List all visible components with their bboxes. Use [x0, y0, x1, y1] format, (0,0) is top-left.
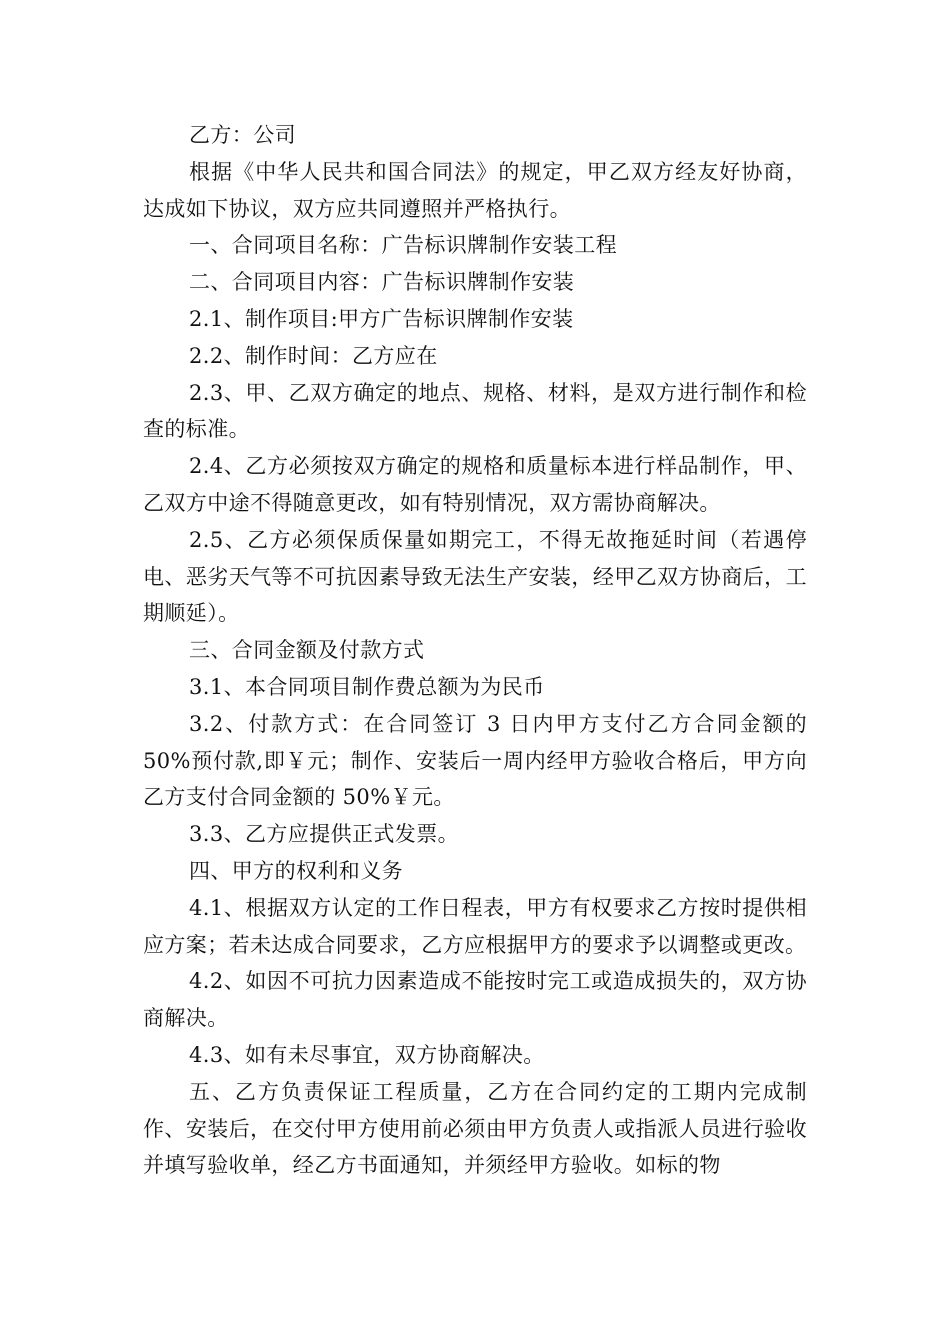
- clause-4-1: 4.1、根据双方认定的工作日程表，甲方有权要求乙方按时提供相应方案；若未达成合同要求，乙方应根据甲方的要求予以调整或更改。: [143, 895, 807, 957]
- party-b-line: 乙方：公司: [189, 123, 296, 147]
- clause-2-2: 2.2、制作时间：乙方应在: [189, 343, 438, 368]
- clause-2-4: 2.4、乙方必须按双方确定的规格和质量标本进行样品制作，甲、乙双方中途不得随意更改，如有特别情况，双方需协商解决。: [143, 454, 807, 515]
- preamble-paragraph: 根据《中华人民共和国合同法》的规定，甲乙双方经友好协商，达成如下协议，双方应共同遵照并严格执行。: [143, 159, 807, 221]
- clause-3-3: 3.3、乙方应提供正式发票。: [189, 822, 459, 847]
- section-1-project-name: 一、合同项目名称：广告标识牌制作安装工程: [189, 233, 617, 258]
- section-5-quality: 五、乙方负责保证工程质量，乙方在合同约定的工期内完成制作、安装后，在交付甲方使用前必须由甲方负责人或指派人员进行验收并填写验收单，经乙方书面通知，并须经甲方验收。如标的物: [143, 1079, 807, 1178]
- clause-4-3: 4.3、如有未尽事宜，双方协商解决。: [189, 1042, 545, 1067]
- clause-3-1: 3.1、本合同项目制作费总额为为民币: [189, 674, 545, 699]
- clause-2-1: 2.1、制作项目:甲方广告标识牌制作安装: [189, 306, 574, 331]
- clause-3-2: 3.2、付款方式：在合同签订 3 日内甲方支付乙方合同金额的 50%预付款,即￥元；制作、安装后一周内经甲方验收合格后，甲方向乙方支付合同金额的 50%￥元。: [143, 711, 807, 810]
- section-3-amount-payment: 三、合同金额及付款方式: [189, 638, 425, 663]
- clause-2-3: 2.3、甲、乙双方确定的地点、规格、材料，是双方进行制作和检查的标准。: [143, 380, 807, 442]
- section-2-project-content: 二、合同项目内容：广告标识牌制作安装: [189, 270, 575, 295]
- clause-4-2: 4.2、如因不可抗力因素造成不能按时完工或造成损失的，双方协商解决。: [143, 969, 807, 1031]
- section-4-party-a-rights: 四、甲方的权利和义务: [189, 858, 403, 883]
- clause-2-5: 2.5、乙方必须保质保量如期完工，不得无故拖延时间（若遇停电、恶劣天气等不可抗因素导致无法生产安装，经甲乙双方协商后，工期顺延）。: [143, 527, 807, 626]
- document-body: [143, 117, 807, 1184]
